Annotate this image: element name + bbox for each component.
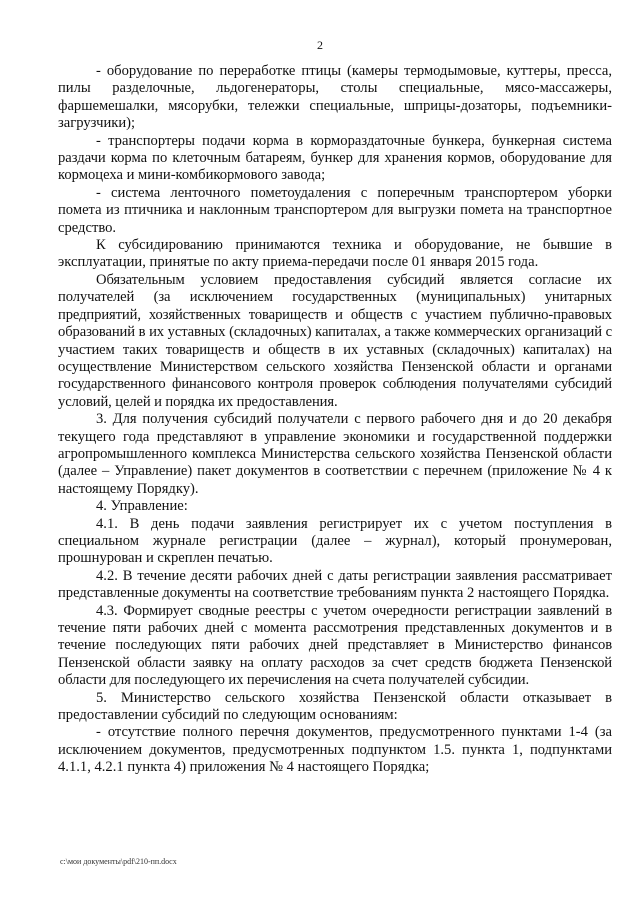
paragraph-manure-removal: - система ленточного пометоудаления с поперечным транспортером уборки помета из птичника и наклонным транспортером для выгрузки помета на транспортное средство.	[58, 184, 612, 236]
paragraph-item-5: 5. Министерство сельского хозяйства Пензенской области отказывает в предоставлении субсидий по следующим основаниям:	[58, 689, 612, 724]
paragraph-item-3: 3. Для получения субсидий получатели с первого рабочего дня и до 20 декабря текущего года представляют в управление экономики и государственной поддержки агропромышленного комплекса Министерства сельского хозяйства Пензенской области (далее – Управление) пакет документов в соответствии с перечнем (приложение № 4 к настоящему Порядку).	[58, 411, 612, 497]
paragraph-item-4-1: 4.1. В день подачи заявления регистрирует их с учетом поступления в специальном журнале регистрации (далее – журнал), который пронумерован, прошнурован и скреплен печатью.	[58, 515, 612, 567]
footer-file-path: c:\мои документы\pdf\210-пп.docx	[60, 857, 177, 866]
paragraph-item-4: 4. Управление:	[96, 498, 188, 515]
paragraph-subsidy-eligibility: К субсидированию принимаются техника и оборудование, не бывшие в эксплуатации, принятые по акту приема-передачи после 01 января 2015 года.	[58, 237, 612, 271]
paragraph-poultry-processing-equipment: - оборудование по переработке птицы (камеры термодымовые, куттеры, пресса, пилы разделочные, льдогенераторы, столы специальные, мясо-массажеры, фаршемешалки, мясорубки, тележки специальные, шприцы-дозаторы, подъемники-загрузчики);	[58, 63, 612, 132]
paragraph-item-4-3: 4.3. Формирует сводные реестры с учетом очередности регистрации заявлений в течение пяти рабочих дней с момента рассмотрения представленных документов и в течение последующих пяти рабочих дней представляет в Министерство финансов Пензенской области заявку на оплату расходов за счет средств бюджета Пензенской области для последующего их перечисления на счета получателей субсидии.	[58, 602, 612, 689]
page-number: 2	[317, 38, 323, 52]
paragraph-item-4-2: 4.2. В течение десяти рабочих дней с даты регистрации заявления рассматривает представленные документы на соответствие требованиям пункта 2 настоящего Порядка.	[58, 567, 612, 602]
document-body	[58, 63, 612, 777]
paragraph-mandatory-condition: Обязательным условием предоставления субсидий является согласие их получателей (за исключением государственных (муниципальных) унитарных предприятий, хозяйственных товариществ и обществ с участием публично-правовых образований в их уставных (складочных) капиталах, а также коммерческих организаций с участием таких товариществ и обществ в их уставных (складочных) капиталах) на осуществление Министерством сельского хозяйства Пензенской области и органами государственного финансового контроля проверок соблюдения получателями субсидий условий, целей и порядка их предоставления.	[58, 271, 612, 410]
paragraph-refusal-reason: - отсутствие полного перечня документов, предусмотренного пунктами 1-4 (за исключением документов, предусмотренных подпунктом 1.5. пункта 1, подпунктами 4.1.1, 4.2.1 пункта 4) приложения № 4 настоящего Порядка;	[58, 724, 612, 776]
paragraph-feed-conveyors: - транспортеры подачи корма в кормораздаточные бункера, бункерная система раздачи корма по клеточным батареям, бункер для хранения кормов, оборудование для кормоцеха и мини-комбикормового завода;	[58, 132, 612, 184]
